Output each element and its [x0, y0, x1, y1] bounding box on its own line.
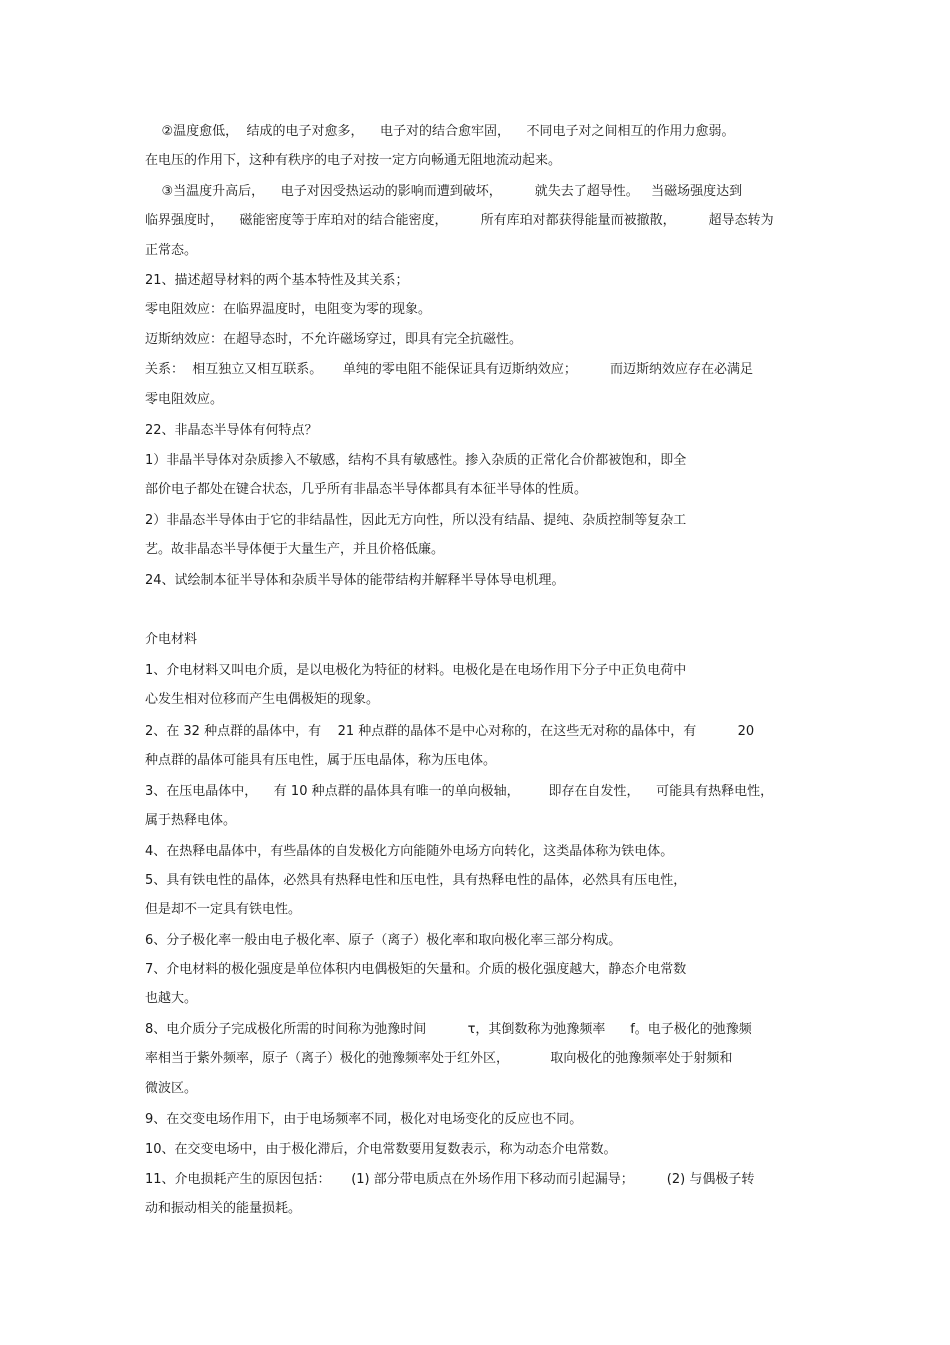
- text-line-26: 但是却不一定具有铁电性。: [145, 902, 302, 917]
- text-line-12: 1）非晶半导体对杂质掺入不敏感，结构不具有敏感性。掺入杂质的正常化合价都被饱和，即全: [145, 453, 687, 468]
- text-line-9: 关系： 相互独立又相互联系。 单纯的零电阻不能保证具有迈斯纳效应； 而迈斯纳效应存在必满足: [145, 362, 753, 377]
- text-line-13: 部价电子都处在键合状态，几乎所有非晶态半导体都具有本征半导体的性质。: [145, 482, 588, 497]
- text-line-23: 属于热释电体。: [145, 813, 237, 828]
- text-line-31: 率相当于紫外频率，原子（离子）极化的弛豫频率处于红外区， 取向极化的弛豫频率处于射频和: [145, 1051, 733, 1066]
- text-line-21: 种点群的晶体可能具有压电性，属于压电晶体，称为压电体。: [145, 753, 497, 768]
- section-title-dielectric: 介电材料: [145, 632, 198, 647]
- text-line-15: 艺。故非晶态半导体便于大量生产，并且价格低廉。: [145, 542, 445, 557]
- text-line-25: 5、具有铁电性的晶体，必然具有热释电性和压电性，具有热释电性的晶体，必然具有压电性，: [145, 873, 687, 888]
- text-line-36: 动和振动相关的能量损耗。: [145, 1201, 302, 1216]
- text-line-4: 临界强度时， 磁能密度等于库珀对的结合能密度， 所有库珀对都获得能量而被撤散， 超导态转为: [145, 213, 774, 228]
- text-line-35: 11、介电损耗产生的原因包括： (1) 部分带电质点在外场作用下移动而引起漏导； (2) 与偶极子转: [145, 1172, 755, 1187]
- text-line-5: 正常态。: [145, 243, 198, 258]
- text-line-10: 零电阻效应。: [145, 392, 224, 407]
- text-line-20: 2、在 32 种点群的晶体中，有 21 种点群的晶体不是中心对称的，在这些无对称的晶体中，有 20: [145, 724, 755, 739]
- text-line-7: 零电阻效应：在临界温度时，电阻变为零的现象。: [145, 302, 432, 317]
- text-line-29: 也越大。: [145, 991, 198, 1006]
- question-21-heading: 21、描述超导材料的两个基本特性及其关系；: [145, 273, 409, 288]
- text-line-28: 7、介电材料的极化强度是单位体积内电偶极矩的矢量和。介质的极化强度越大，静态介电常数: [145, 962, 687, 977]
- text-line-3: ③当温度升高后， 电子对因受热运动的影响而遭到破坏， 就失去了超导性。 当磁场强度达到: [145, 184, 743, 199]
- text-line-19: 心发生相对位移而产生电偶极矩的现象。: [145, 692, 380, 707]
- text-line-1: ②温度愈低， 结成的电子对愈多， 电子对的结合愈牢固， 不同电子对之间相互的作用力愈弱。: [145, 124, 735, 139]
- question-24-heading: 24、试绘制本征半导体和杂质半导体的能带结构并解释半导体导电机理。: [145, 573, 565, 588]
- text-line-33: 9、在交变电场作用下，由于电场频率不同，极化对电场变化的反应也不同。: [145, 1112, 583, 1127]
- text-line-22: 3、在压电晶体中， 有 10 种点群的晶体具有唯一的单向极轴， 即存在自发性， 可能具有热释电性，: [145, 784, 774, 799]
- text-line-27: 6、分子极化率一般由电子极化率、原子（离子）极化率和取向极化率三部分构成。: [145, 933, 622, 948]
- text-line-2: 在电压的作用下，这种有秩序的电子对按一定方向畅通无阻地流动起来。: [145, 153, 562, 168]
- text-line-32: 微波区。: [145, 1081, 198, 1096]
- text-line-8: 迈斯纳效应：在超导态时，不允许磁场穿过，即具有完全抗磁性。: [145, 332, 523, 347]
- text-line-14: 2）非晶态半导体由于它的非结晶性，因此无方向性，所以没有结晶、提纯、杂质控制等复杂工: [145, 513, 687, 528]
- text-line-30: 8、电介质分子完成极化所需的时间称为弛豫时间 τ，其倒数称为弛豫频率 f。电子极化的弛豫频: [145, 1022, 752, 1037]
- text-line-34: 10、在交变电场中，由于极化滞后，介电常数要用复数表示，称为动态介电常数。: [145, 1142, 617, 1157]
- question-22-heading: 22、非晶态半导体有何特点？: [145, 423, 318, 438]
- text-line-24: 4、在热释电晶体中，有些晶体的自发极化方向能随外电场方向转化，这类晶体称为铁电体。: [145, 844, 674, 859]
- text-line-18: 1、介电材料又叫电介质，是以电极化为特征的材料。电极化是在电场作用下分子中正负电荷中: [145, 663, 687, 678]
